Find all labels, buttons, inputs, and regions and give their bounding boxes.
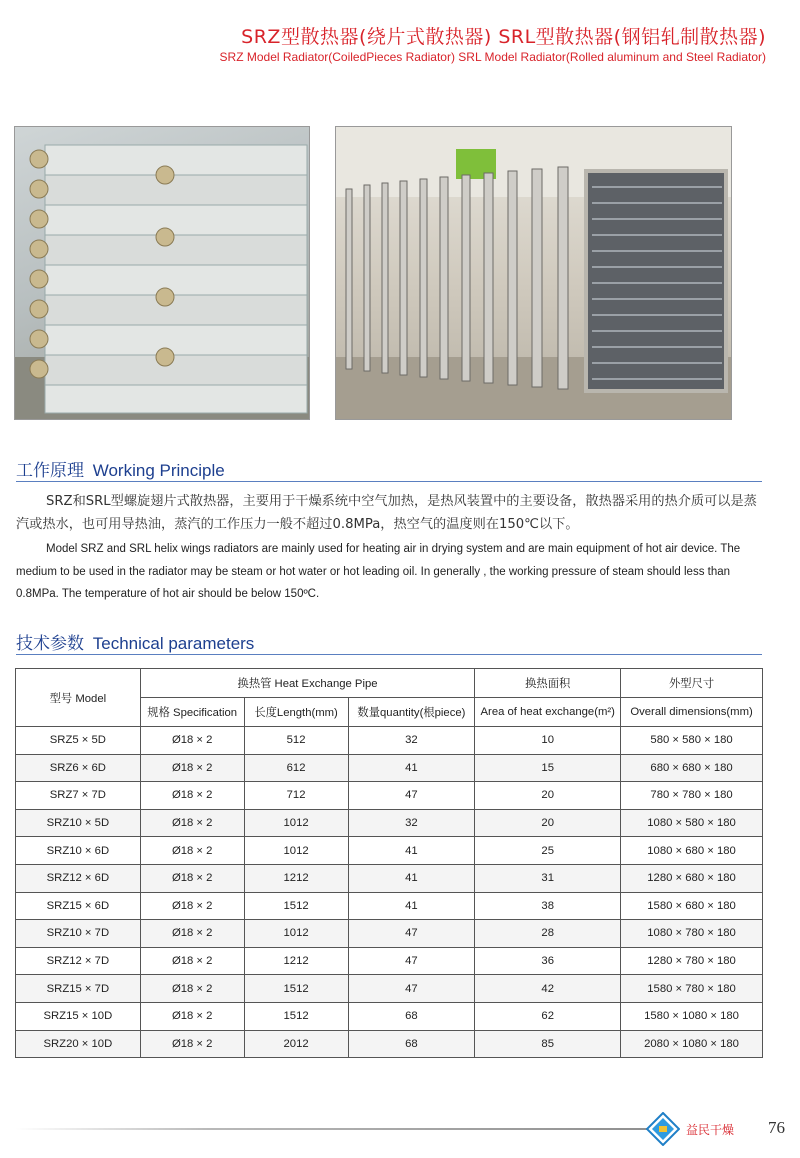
cell-quantity: 32 xyxy=(348,809,475,837)
header-dimensions-en: Overall dimensions(mm) xyxy=(621,698,763,727)
working-principle-heading-en: Working Principle xyxy=(92,461,225,480)
cell-dims: 1280 × 680 × 180 xyxy=(621,864,763,892)
cell-length: 1512 xyxy=(244,892,348,920)
footer-brand: 益民干燥 xyxy=(686,1123,735,1137)
working-principle-heading-cn: 工作原理 xyxy=(16,461,84,480)
cell-spec: Ø18 × 2 xyxy=(140,947,244,975)
cell-spec: Ø18 × 2 xyxy=(140,1002,244,1030)
cell-dims: 780 × 780 × 180 xyxy=(621,782,763,810)
cell-spec: Ø18 × 2 xyxy=(140,1030,244,1058)
cell-length: 1512 xyxy=(244,1002,348,1030)
cell-model: SRZ20 × 10D xyxy=(16,1030,141,1058)
cell-dims: 2080 × 1080 × 180 xyxy=(621,1030,763,1058)
cell-dims: 1280 × 780 × 180 xyxy=(621,947,763,975)
cell-area: 10 xyxy=(475,727,621,755)
srz-radiator-photo xyxy=(14,126,310,420)
cell-length: 1212 xyxy=(244,864,348,892)
cell-spec: Ø18 × 2 xyxy=(140,727,244,755)
cell-length: 1012 xyxy=(244,809,348,837)
header-length: 长度Length(mm) xyxy=(244,698,348,727)
cell-length: 612 xyxy=(244,754,348,782)
cell-spec: Ø18 × 2 xyxy=(140,920,244,948)
cell-area: 36 xyxy=(475,947,621,975)
cell-spec: Ø18 × 2 xyxy=(140,754,244,782)
cell-dims: 580 × 580 × 180 xyxy=(621,727,763,755)
cell-dims: 1080 × 680 × 180 xyxy=(621,837,763,865)
cell-dims: 1580 × 1080 × 180 xyxy=(621,1002,763,1030)
cell-dims: 1580 × 680 × 180 xyxy=(621,892,763,920)
cell-quantity: 68 xyxy=(348,1030,475,1058)
header-specification: 规格 Specification xyxy=(140,698,244,727)
table-row xyxy=(16,892,763,920)
working-principle-text-cn: SRZ和SRL型螺旋翅片式散热器，主要用于干燥系统中空气加热，是热风装置中的主要设备，散热器采用的热介质可以是蒸汽或热水，也可用导热油，蒸汽的工作压力一般不超过0.8MPa，热空气的温度则在150℃以下。 xyxy=(16,494,757,532)
table-row xyxy=(16,809,763,837)
section-divider xyxy=(16,481,762,482)
header-area-cn: 换热面积 xyxy=(475,669,621,698)
cell-quantity: 41 xyxy=(348,892,475,920)
technical-parameters-heading-cn: 技术参数 xyxy=(16,634,84,653)
table-row xyxy=(16,1030,763,1058)
cell-quantity: 68 xyxy=(348,1002,475,1030)
table-row xyxy=(16,837,763,865)
cell-area: 38 xyxy=(475,892,621,920)
footer-divider xyxy=(16,1128,656,1130)
table-row xyxy=(16,727,763,755)
page-title-en: SRZ Model Radiator(CoiledPieces Radiator) SRL Model Radiator(Rolled aluminum and Steel Radiator) xyxy=(219,50,766,64)
cell-dims: 1580 × 780 × 180 xyxy=(621,975,763,1003)
cell-area: 25 xyxy=(475,837,621,865)
cell-quantity: 47 xyxy=(348,920,475,948)
cell-spec: Ø18 × 2 xyxy=(140,837,244,865)
cell-area: 20 xyxy=(475,782,621,810)
cell-quantity: 47 xyxy=(348,782,475,810)
cell-model: SRZ10 × 7D xyxy=(16,920,141,948)
cell-area: 31 xyxy=(475,864,621,892)
cell-model: SRZ15 × 10D xyxy=(16,1002,141,1030)
cell-area: 62 xyxy=(475,1002,621,1030)
cell-model: SRZ7 × 7D xyxy=(16,782,141,810)
table-row xyxy=(16,947,763,975)
cell-quantity: 47 xyxy=(348,975,475,1003)
cell-spec: Ø18 × 2 xyxy=(140,975,244,1003)
srl-radiator-photo xyxy=(335,126,732,420)
working-principle-text-en: Model SRZ and SRL helix wings radiators are mainly used for heating air in drying system and are main equipment of hot air device. The medium to be used in the radiator may be steam or hot water or hot leading oil. In generally , the working pressure of steam should less than 0.8MPa. The temperature of hot air should be below 150ºC. xyxy=(16,543,741,600)
table-row xyxy=(16,864,763,892)
cell-quantity: 41 xyxy=(348,754,475,782)
cell-area: 28 xyxy=(475,920,621,948)
cell-length: 1012 xyxy=(244,837,348,865)
table-row xyxy=(16,1002,763,1030)
page-title-cn: SRZ型散热器(绕片式散热器) SRL型散热器(钢铝轧制散热器) xyxy=(241,26,766,48)
cell-spec: Ø18 × 2 xyxy=(140,892,244,920)
technical-parameters-heading-en: Technical parameters xyxy=(92,634,255,653)
header-dimensions-cn: 外型尺寸 xyxy=(621,669,763,698)
header-quantity: 数量quantity(根piece) xyxy=(348,698,475,727)
cell-length: 512 xyxy=(244,727,348,755)
cell-dims: 680 × 680 × 180 xyxy=(621,754,763,782)
cell-area: 85 xyxy=(475,1030,621,1058)
cell-model: SRZ15 × 7D xyxy=(16,975,141,1003)
cell-model: SRZ10 × 6D xyxy=(16,837,141,865)
cell-quantity: 32 xyxy=(348,727,475,755)
cell-quantity: 47 xyxy=(348,947,475,975)
header-area-en: Area of heat exchange(m²) xyxy=(475,698,621,727)
cell-length: 1212 xyxy=(244,947,348,975)
cell-length: 2012 xyxy=(244,1030,348,1058)
technical-parameters-table xyxy=(15,668,763,1058)
header-model: 型号 Model xyxy=(16,669,141,727)
cell-spec: Ø18 × 2 xyxy=(140,809,244,837)
cell-model: SRZ12 × 7D xyxy=(16,947,141,975)
table-row xyxy=(16,975,763,1003)
working-principle-heading xyxy=(16,456,225,481)
cell-model: SRZ12 × 6D xyxy=(16,864,141,892)
table-row xyxy=(16,782,763,810)
cell-model: SRZ6 × 6D xyxy=(16,754,141,782)
cell-length: 712 xyxy=(244,782,348,810)
cell-spec: Ø18 × 2 xyxy=(140,864,244,892)
table-row xyxy=(16,920,763,948)
cell-dims: 1080 × 780 × 180 xyxy=(621,920,763,948)
section-divider xyxy=(16,654,762,655)
cell-model: SRZ10 × 5D xyxy=(16,809,141,837)
diamond-logo-icon xyxy=(646,1112,680,1146)
cell-area: 20 xyxy=(475,809,621,837)
cell-model: SRZ5 × 5D xyxy=(16,727,141,755)
cell-spec: Ø18 × 2 xyxy=(140,782,244,810)
cell-quantity: 41 xyxy=(348,837,475,865)
cell-model: SRZ15 × 6D xyxy=(16,892,141,920)
cell-area: 15 xyxy=(475,754,621,782)
cell-quantity: 41 xyxy=(348,864,475,892)
cell-dims: 1080 × 580 × 180 xyxy=(621,809,763,837)
technical-parameters-heading xyxy=(16,629,254,654)
header-heat-exchange-pipe: 换热管 Heat Exchange Pipe xyxy=(140,669,475,698)
cell-length: 1512 xyxy=(244,975,348,1003)
table-row xyxy=(16,754,763,782)
page-number: 76 xyxy=(768,1118,785,1137)
cell-length: 1012 xyxy=(244,920,348,948)
cell-area: 42 xyxy=(475,975,621,1003)
